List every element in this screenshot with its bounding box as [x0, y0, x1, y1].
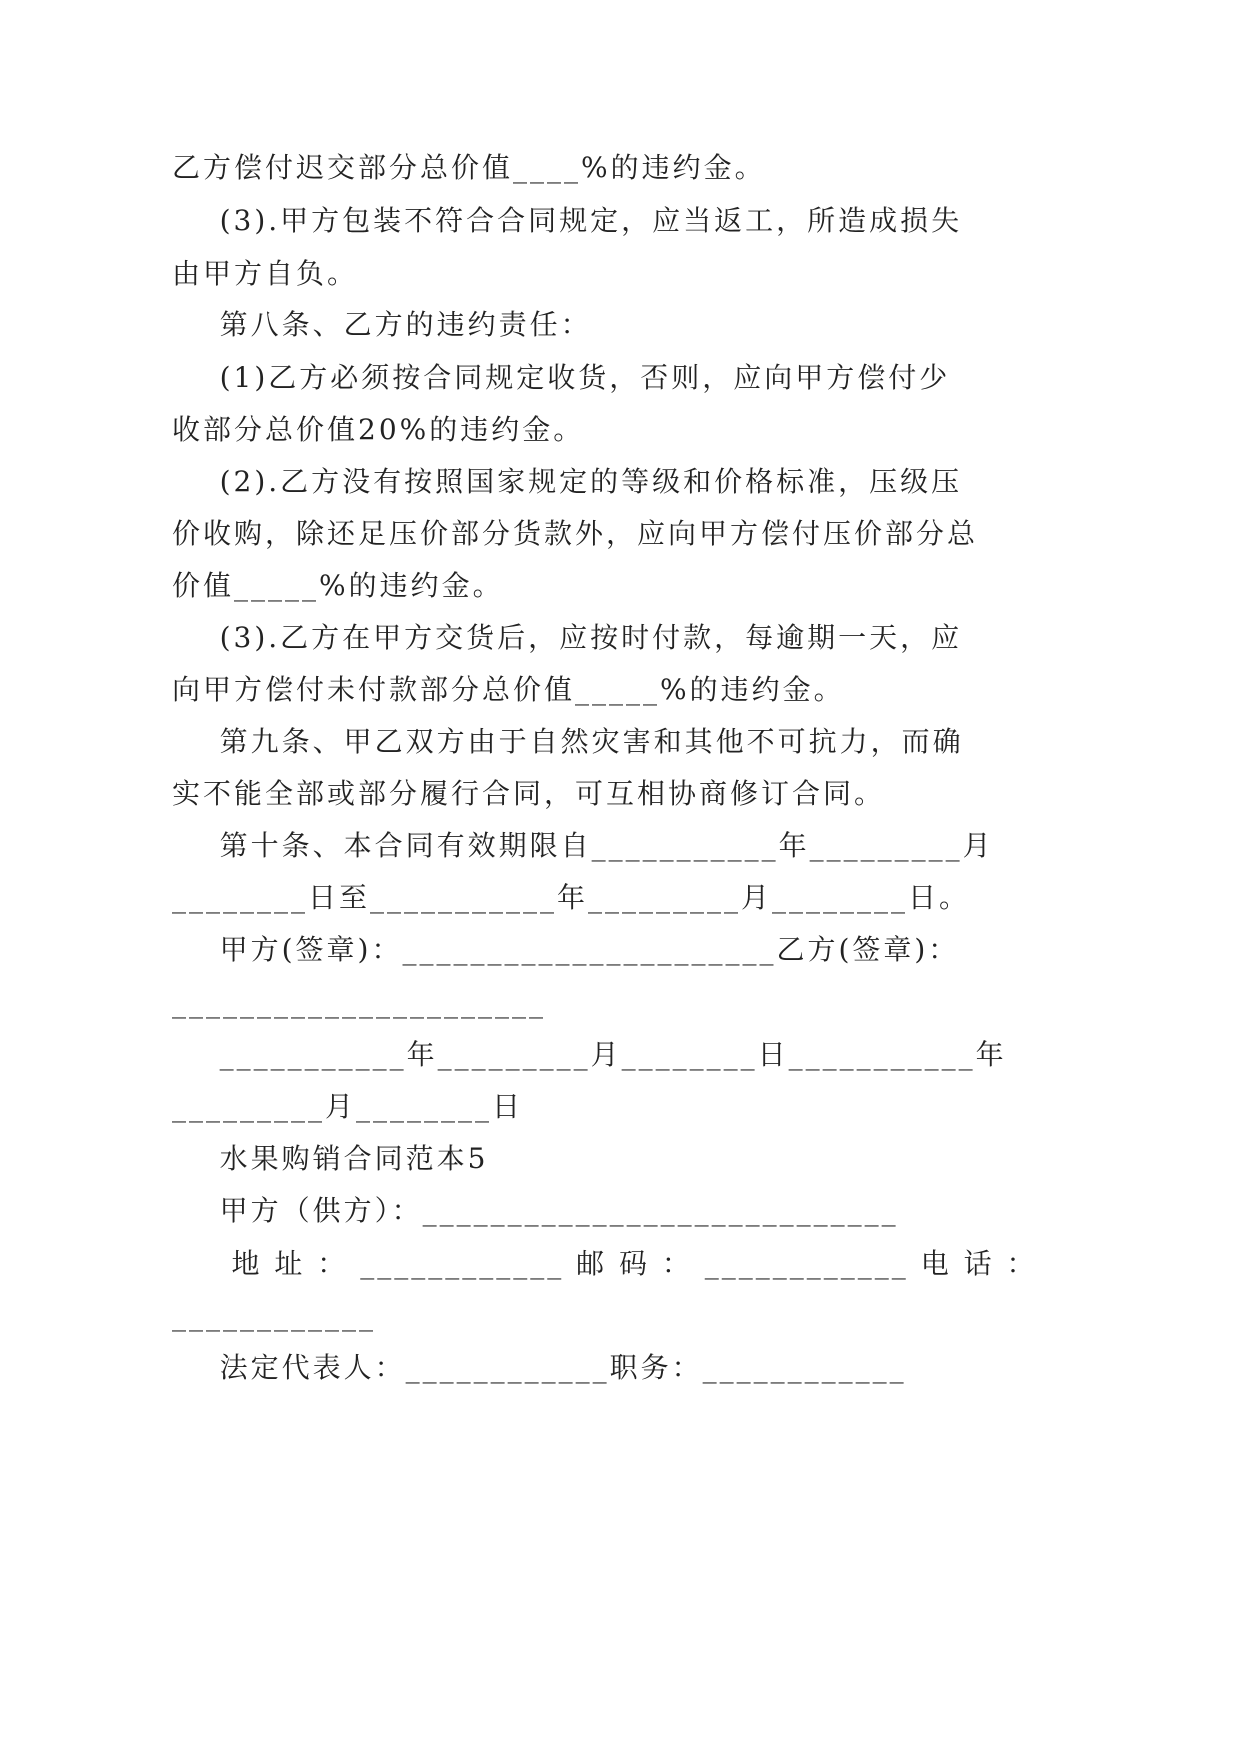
text-line-13: 实不能全部或部分履行合同，可互相协商修订合同。 [172, 777, 886, 810]
text-line-19: _________月________日 [172, 1090, 524, 1123]
text-line-7: (2).乙方没有按照国家规定的等级和价格标准，压级压 [172, 465, 963, 498]
text-line-2: (3).甲方包装不符合合同规定，应当返工，所造成损失 [172, 204, 963, 237]
text-line-5: (1)乙方必须按合同规定收货，否则，应向甲方偿付少 [172, 361, 951, 394]
text-line-17: ______________________ [172, 986, 546, 1019]
text-line-4: 第八条、乙方的违约责任： [172, 308, 592, 341]
text-line-3: 由甲方自负。 [172, 257, 359, 290]
text-line-15: ________日至___________年_________月________日。 [172, 881, 971, 914]
text-line-1: 乙方偿付迟交部分总价值____%的违约金。 [172, 151, 766, 184]
text-line-10: (3).乙方在甲方交货后，应按时付款，每逾期一天，应 [172, 621, 963, 654]
text-line-11: 向甲方偿付未付款部分总价值_____%的违约金。 [172, 673, 845, 706]
text-line-23: ____________ [172, 1299, 376, 1332]
text-line-16: 甲方(签章)：______________________乙方(签章)： [172, 933, 960, 966]
text-line-12: 第九条、甲乙双方由于自然灾害和其他不可抗力，而确 [172, 725, 964, 758]
text-line-9: 价值_____%的违约金。 [172, 569, 504, 602]
text-line-22: 地 址 ： ____________ 邮 码 ： ____________ 电 话 ： [172, 1247, 1038, 1280]
text-line-21: 甲方（供方）：____________________________ [172, 1194, 899, 1227]
text-line-18: ___________年_________月________日___________年 [172, 1038, 1007, 1071]
text-line-20: 水果购销合同范本5 [172, 1142, 489, 1175]
text-line-6: 收部分总价值20%的违约金。 [172, 413, 585, 446]
text-line-14: 第十条、本合同有效期限自___________年_________月 [172, 829, 994, 862]
text-line-24: 法定代表人：____________职务：____________ [172, 1351, 907, 1384]
text-line-8: 价收购，除还足压价部分货款外，应向甲方偿付压价部分总 [172, 517, 979, 550]
